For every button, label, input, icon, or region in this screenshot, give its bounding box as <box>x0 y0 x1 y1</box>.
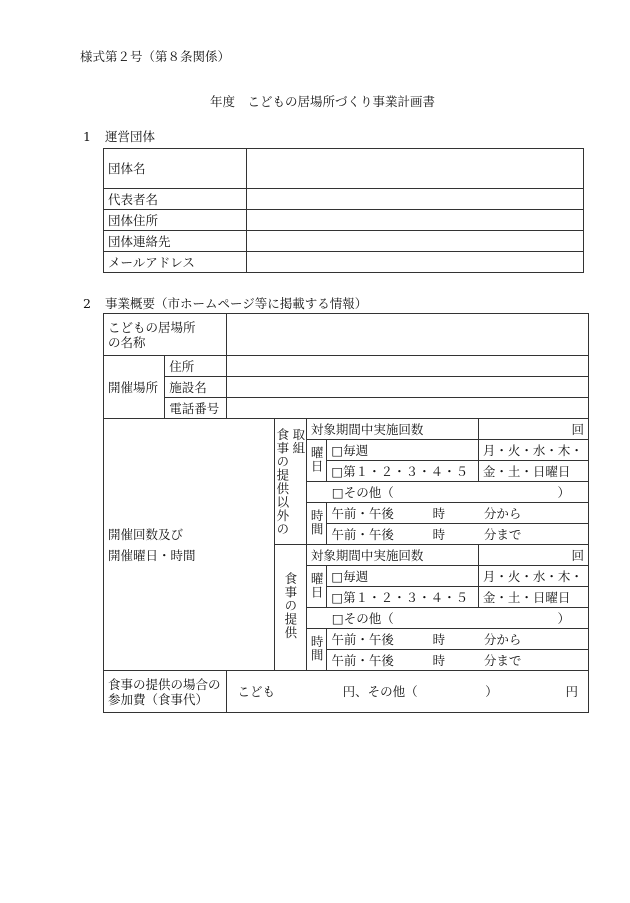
project-overview-table <box>103 313 589 713</box>
table-row <box>104 189 584 210</box>
table-row <box>104 210 584 231</box>
table-row <box>104 398 589 419</box>
email-label: メールアドレス <box>104 252 247 273</box>
table-row <box>104 252 584 273</box>
place-name-field[interactable] <box>227 314 589 356</box>
section-1-number: 1 <box>83 129 91 144</box>
meal-nth-checkbox[interactable]: □第１・２・３・４・５ <box>327 587 479 608</box>
section-2-number: 2 <box>83 296 91 311</box>
meal-weekday-label: 曜日 <box>306 566 326 608</box>
non-meal-days-line2[interactable]: 金・土・日曜日 <box>478 461 588 482</box>
meal-count-unit[interactable]: 回 <box>478 545 588 566</box>
venue-address-field[interactable] <box>227 356 589 377</box>
non-meal-time-label: 時間 <box>306 503 326 545</box>
venue-phone-field[interactable] <box>227 398 589 419</box>
venue-label: 開催場所 <box>104 356 165 419</box>
fee-yen-other-label: 円、その他（ <box>342 684 418 699</box>
non-meal-other-checkbox[interactable]: □その他（ ） <box>306 482 588 503</box>
section-1-heading <box>83 127 155 145</box>
section-2-heading <box>83 294 367 312</box>
venue-phone-label: 電話番号 <box>165 398 227 419</box>
org-name-field[interactable] <box>247 149 584 189</box>
venue-facility-label: 施設名 <box>165 377 227 398</box>
representative-field[interactable] <box>247 189 584 210</box>
table-row <box>104 377 589 398</box>
non-meal-weekly-checkbox[interactable]: □毎週 <box>327 440 479 461</box>
non-meal-group-label: 取組 食事の提供以外の <box>274 419 306 545</box>
table-row <box>104 356 589 377</box>
fee-label: 食事の提供の場合の 参加費（食事代） <box>104 671 227 713</box>
org-name-label: 団体名 <box>104 149 247 189</box>
org-address-field[interactable] <box>247 210 584 231</box>
schedule-label: 開催回数及び 開催曜日・時間 <box>104 419 275 671</box>
non-meal-count-unit[interactable]: 回 <box>478 419 588 440</box>
fee-close-paren: ） <box>485 684 498 699</box>
non-meal-start-time[interactable]: 午前・午後 時 分から <box>327 503 589 524</box>
org-address-label: 団体住所 <box>104 210 247 231</box>
fee-yen-label: 円 <box>565 684 578 699</box>
place-name-label: こどもの居場所 の名称 <box>104 314 227 356</box>
non-meal-end-time[interactable]: 午前・午後 時 分まで <box>327 524 589 545</box>
table-row <box>104 231 584 252</box>
venue-facility-field[interactable] <box>227 377 589 398</box>
meal-weekly-checkbox[interactable]: □毎週 <box>327 566 479 587</box>
org-contact-label: 団体連絡先 <box>104 231 247 252</box>
meal-other-checkbox[interactable]: □その他（ ） <box>306 608 588 629</box>
meal-days-line2[interactable]: 金・土・日曜日 <box>478 587 588 608</box>
email-field[interactable] <box>247 252 584 273</box>
venue-address-label: 住所 <box>165 356 227 377</box>
representative-label: 代表者名 <box>104 189 247 210</box>
table-row <box>104 671 589 713</box>
form-number-label: 様式第２号（第８条関係） <box>80 49 231 64</box>
table-row <box>104 419 589 440</box>
table-row <box>104 149 584 189</box>
non-meal-days-line1[interactable]: 月・火・水・木・ <box>478 440 588 461</box>
meal-end-time[interactable]: 午前・午後 時 分まで <box>327 650 589 671</box>
meal-days-line1[interactable]: 月・火・水・木・ <box>478 566 588 587</box>
org-contact-field[interactable] <box>247 231 584 252</box>
organization-table <box>103 148 584 273</box>
non-meal-weekday-label: 曜日 <box>306 440 326 482</box>
meal-start-time[interactable]: 午前・午後 時 分から <box>327 629 589 650</box>
non-meal-nth-checkbox[interactable]: □第１・２・３・４・５ <box>327 461 479 482</box>
document-title: 年度 こどもの居場所づくり事業計画書 <box>210 94 436 109</box>
fee-field[interactable] <box>227 671 589 713</box>
non-meal-count-label: 対象期間中実施回数 <box>306 419 478 440</box>
fee-child-label: こども <box>237 684 275 699</box>
meal-time-label: 時間 <box>306 629 326 671</box>
meal-count-label: 対象期間中実施回数 <box>306 545 478 566</box>
table-row <box>104 314 589 356</box>
section-2-title: 事業概要（市ホームページ等に掲載する情報） <box>105 296 368 311</box>
section-1-title: 運営団体 <box>105 129 156 144</box>
meal-group-label: 食事の提供 <box>274 545 306 671</box>
